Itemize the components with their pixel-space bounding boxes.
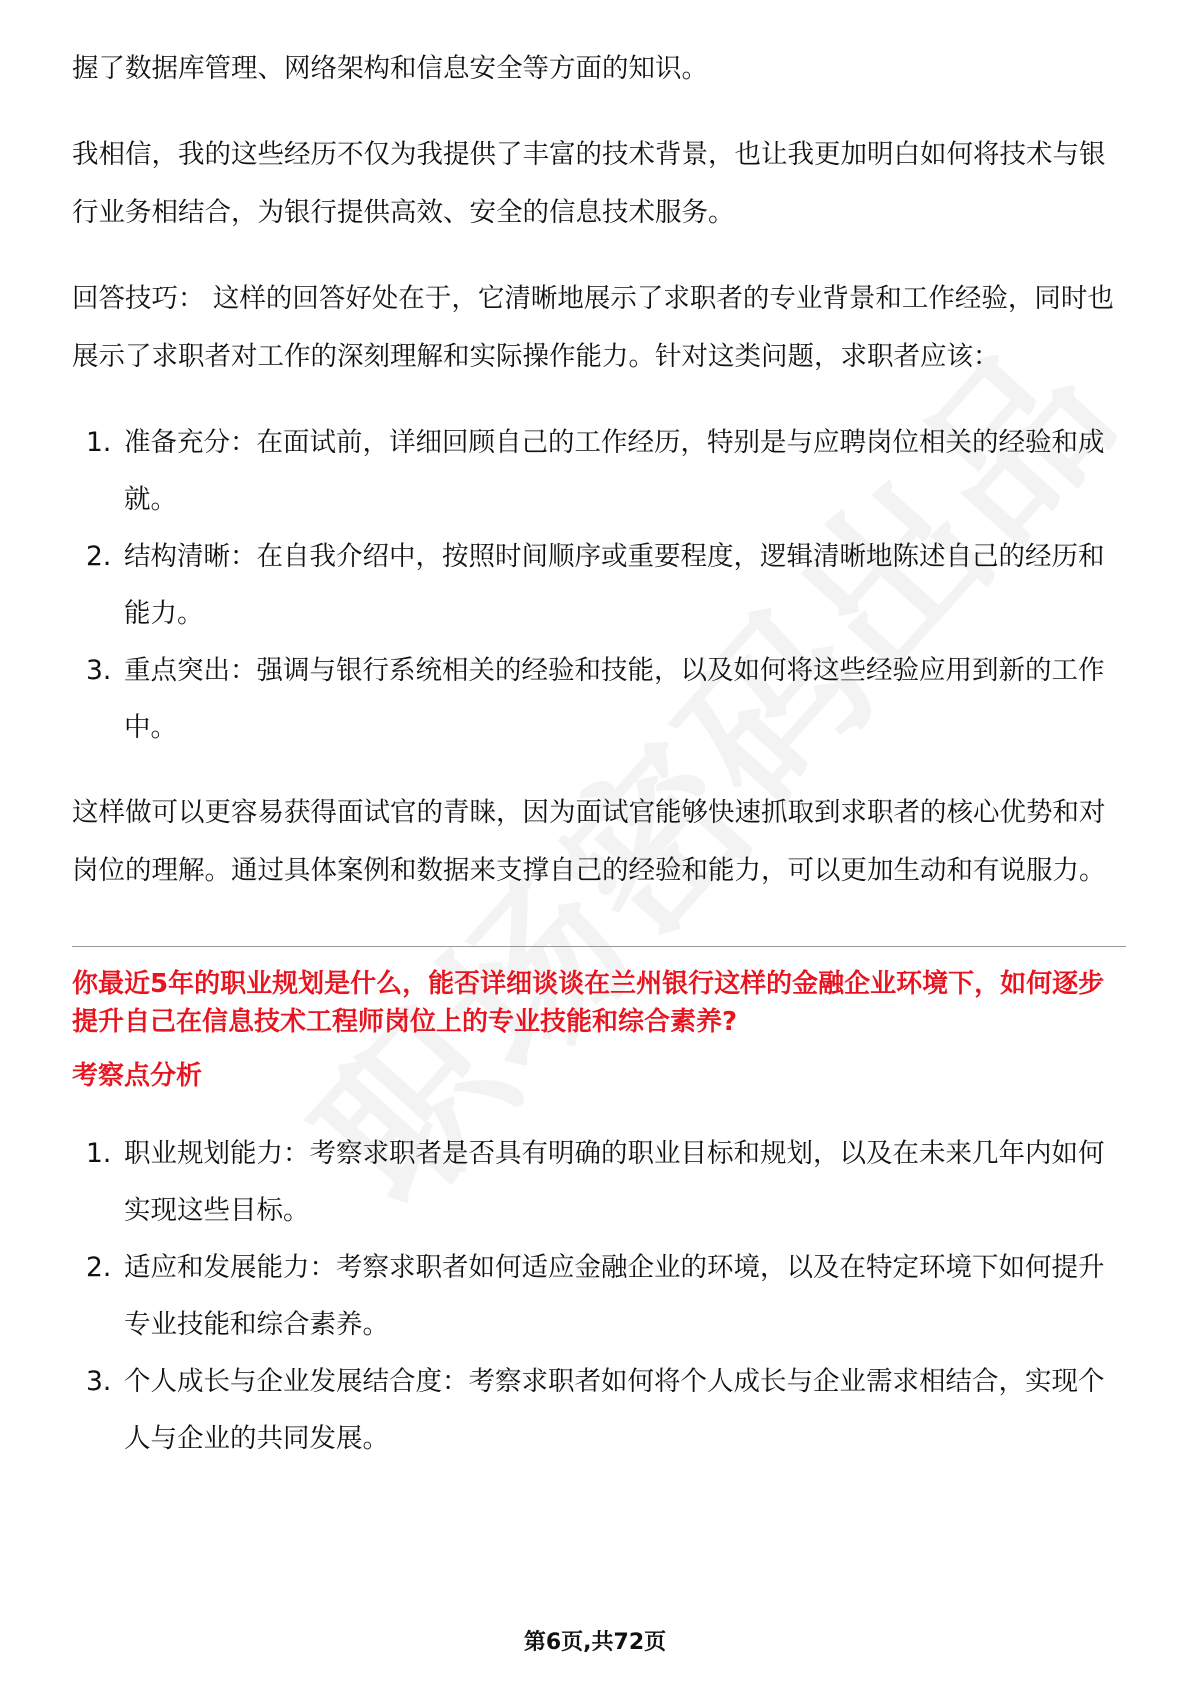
list-item — [72, 1239, 1122, 1353]
paragraph-answer-tips: 回答技巧： 这样的回答好处在于，它清晰地展示了求职者的专业背景和工作经验，同时也展示了求职者对工作的深刻理解和实际操作能力。针对这类问题，求职者应该： — [72, 283, 1114, 372]
list-item-text: 适应和发展能力：考察求职者如何适应金融企业的环境，以及在特定环境下如何提升专业技能和综合素养。 — [124, 1252, 1105, 1340]
paragraph-belief: 我相信，我的这些经历不仅为我提供了丰富的技术背景，也让我更加明白如何将技术与银行业务相结合，为银行提供高效、安全的信息技术服务。 — [72, 139, 1106, 228]
paragraph-summary: 这样做可以更容易获得面试官的青睐，因为面试官能够快速抓取到求职者的核心优势和对岗位的理解。通过具体案例和数据来支撑自己的经验和能力，可以更加生动和有说服力。 — [72, 797, 1106, 886]
analysis-heading: 考察点分析 — [72, 1061, 203, 1091]
list-item — [72, 414, 1122, 528]
page-footer: 第6页,共72页 — [523, 1630, 667, 1655]
list-number: 3. — [86, 655, 112, 686]
tips-list — [72, 414, 1122, 756]
paragraph-continuation: 握了数据库管理、网络架构和信息安全等方面的知识。 — [72, 53, 708, 84]
list-item — [72, 528, 1122, 642]
list-number: 3. — [86, 1366, 112, 1397]
list-number: 2. — [86, 541, 112, 572]
question-heading: 你最近5年的职业规划是什么，能否详细谈谈在兰州银行这样的金融企业环境下，如何逐步提升自己在信息技术工程师岗位上的专业技能和综合素养? — [72, 969, 1105, 1037]
list-item-text: 结构清晰：在自我介绍中，按照时间顺序或重要程度，逻辑清晰地陈述自己的经历和能力。 — [124, 541, 1105, 629]
list-number: 1. — [86, 1138, 112, 1169]
list-item-text: 个人成长与企业发展结合度：考察求职者如何将个人成长与企业需求相结合，实现个人与企业的共同发展。 — [124, 1366, 1105, 1454]
list-item — [72, 1353, 1122, 1467]
list-item-text: 职业规划能力：考察求职者是否具有明确的职业目标和规划，以及在未来几年内如何实现这些目标。 — [124, 1138, 1105, 1226]
list-item — [72, 1125, 1122, 1239]
analysis-list — [72, 1125, 1122, 1467]
list-item-text: 准备充分：在面试前，详细回顾自己的工作经历，特别是与应聘岗位相关的经验和成就。 — [124, 427, 1105, 515]
page-content — [72, 40, 1122, 1467]
list-item-text: 重点突出：强调与银行系统相关的经验和技能，以及如何将这些经验应用到新的工作中。 — [124, 655, 1105, 743]
list-item — [72, 642, 1122, 756]
list-number: 2. — [86, 1252, 112, 1283]
list-number: 1. — [86, 427, 112, 458]
